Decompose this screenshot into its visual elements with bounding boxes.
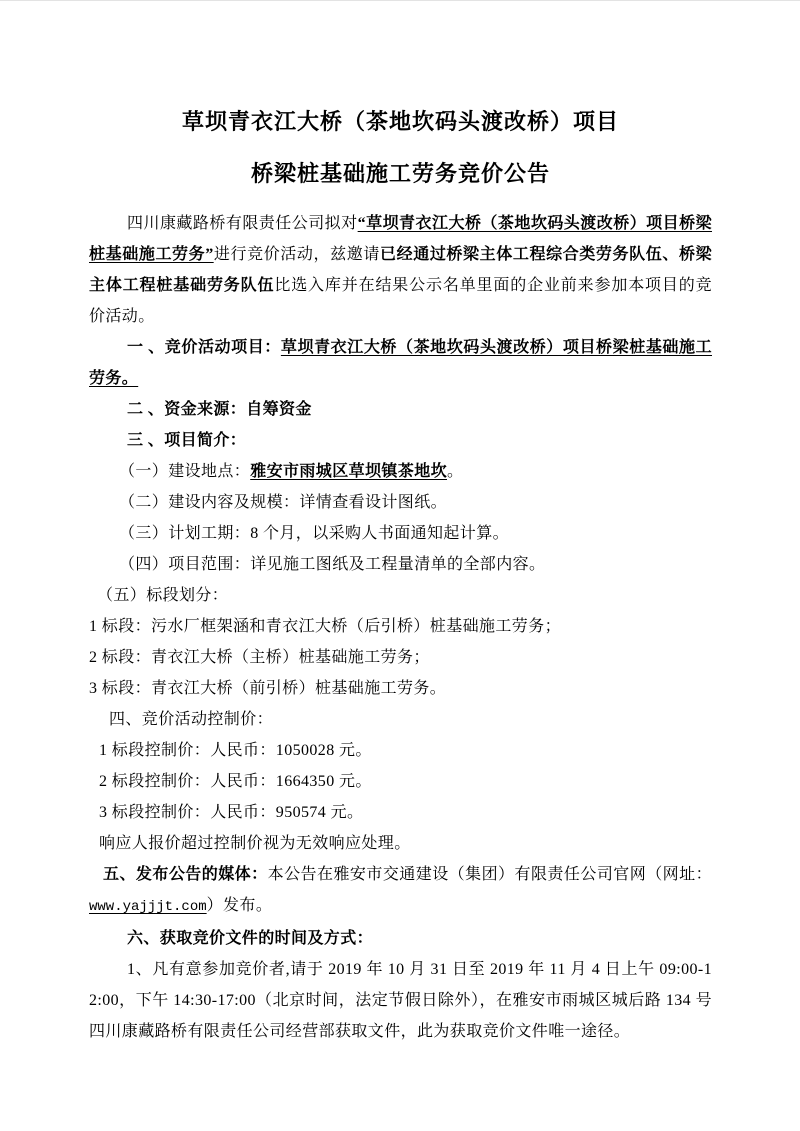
lot-3-control-price: 3 标段控制价：人民币：950574 元。 [99,804,364,821]
document-title [89,96,712,200]
item-1-label: （一）建设地点： [119,463,251,480]
section-3-project-overview: 三 、项目简介： [127,432,247,449]
section-5-text: 本公告在雅安市交通建设（集团）有限责任公司官网（网址： [267,866,712,883]
section-5-tail: ）发布。 [206,897,273,914]
section-2-funding-source: 二 、资金来源：自筹资金 [127,401,312,418]
lot-1: 1 标段：污水厂框架涵和青衣江大桥（后引桥）桩基础施工劳务； [89,618,562,635]
invalid-response-note: 响应人报价超过控制价视为无效响应处理。 [99,835,411,852]
item-1-tail: 。 [447,463,464,480]
section-5-label: 五、发布公告的媒体： [103,866,268,883]
website-url-link[interactable]: www.yajjjt.com [89,899,207,915]
lot-2-control-price: 2 标段控制价：人民币：1664350 元。 [99,773,372,790]
item-1-location [89,456,712,487]
lot-3: 3 标段：青衣江大桥（前引桥）桩基础施工劳务。 [89,680,447,697]
item-5-lot-division: （五）标段划分： [97,587,229,604]
section-1-activity-project [89,332,712,394]
intro-text-2: 进行竞价活动，兹邀请 [213,246,380,263]
section-4-control-price: 四、竞价活动控制价： [109,711,274,728]
lot-1-control-price: 1 标段控制价：人民币：1050028 元。 [99,742,372,759]
section-1-label: 一 、竞价活动项目： [127,339,281,356]
intro-paragraph [89,208,712,332]
item-4-range: （四）项目范围：详见施工图纸及工程量清单的全部内容。 [119,556,546,573]
intro-text-3: 比选入库并在结果公示名单里面的企业前来参加本项目的竞价活动。 [89,277,713,325]
item-3-schedule: （三）计划工期：8 个月，以采购人书面通知起计算。 [119,525,510,542]
intro-qualified-teams: 已经通过桥梁主体工程综合类劳务队伍、桥梁主体工程桩基础劳务队伍 [89,246,712,294]
intro-project-name: “草坝青衣江大桥（茶地坎码头渡改桥）项目桥梁桩基础施工劳务” [89,215,712,263]
item-1-location-value: 雅安市雨城区草坝镇茶地坎 [250,463,448,480]
acquisition-details-paragraph: 1、凡有意参加竞价者,请于 2019 年 10 月 31 日至 2019 年 11 月 4 日上午 09:00-12:00，下午 14:30-17:00（北京时间，法定节假日除外），在雅安市雨城区城后路 134 号四川康藏路桥有限责任公司经营部获取文件，此为获取竞价文件唯一途径。 [89,961,712,1040]
lot-2: 2 标段：青衣江大桥（主桥）桩基础施工劳务； [89,649,430,666]
item-2-scope: （二）建设内容及规模：详情查看设计图纸。 [119,494,448,511]
section-6-document-acquisition: 六、获取竞价文件的时间及方式： [127,930,374,947]
intro-text-1: 四川康藏路桥有限责任公司拟对 [127,215,358,232]
title-line-1: 草坝青衣江大桥（茶地坎码头渡改桥）项目 [181,109,619,134]
section-1-project-name: 草坝青衣江大桥（茶地坎码头渡改桥）项目桥梁桩基础施工劳务。 [89,339,712,387]
title-line-2: 桥梁桩基础施工劳务竞价公告 [250,161,550,186]
section-5-announcement-media [89,859,712,923]
